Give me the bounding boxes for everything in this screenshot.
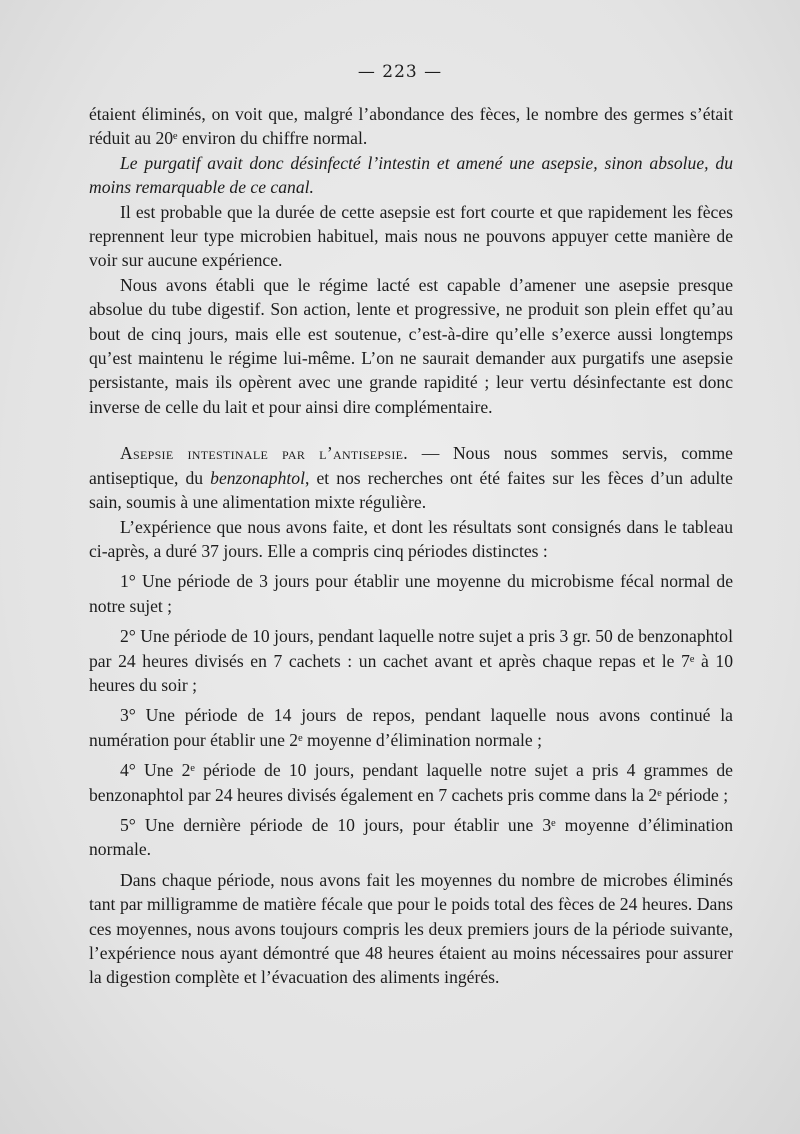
list-item-2: 2° Une période de 10 jours, pendant laquelle notre sujet a pris 3 gr. 50 de benzonaphtol par 24 heures divisés en 7 cachets : un cachet avant et après chaque repas et le 7ᵉ à 10 heures du soir ;: [89, 626, 733, 695]
list-item-4: 4° Une 2ᵉ période de 10 jours, pendant laquelle notre sujet a pris 4 grammes de benzonaphtol par 24 heures divisés également en 7 cachets pris comme dans la 2ᵉ période ;: [89, 760, 733, 805]
italic-conclusion: Le purgatif avait donc désinfecté l’intestin et amené une asepsie, sinon absolue, du moins remarquable de ce canal.: [89, 152, 733, 198]
paragraph-5-term: benzonaphtol: [210, 467, 305, 488]
body-text: [89, 102, 733, 990]
paragraph-2: [89, 151, 733, 200]
paragraph-7: Dans chaque période, nous avons fait les moyennes du nombre de microbes éliminés tant par milligramme de matière fécale que pour le poids total des fèces de 24 heures. Dans ces moyennes, nous avons toujours compris les deux premiers jours de la période suivante, l’expérience nous ayant démontré que 48 heures étaient au moins nécessaires pour assurer la digestion complète et l’évacuation des aliments ingérés.: [89, 869, 733, 988]
paragraph-5-text-a: — Nous nous sommes servis, comme antiseptique, du: [89, 443, 733, 488]
paragraph-6: L’expérience que nous avons faite, et dont les résultats sont consignés dans le tableau ci-après, a duré 37 jours. Elle a compris cinq périodes distinctes :: [89, 516, 733, 561]
paragraph-3: Il est probable que la durée de cette asepsie est fort courte et que rapidement les fèces reprennent leur type microbien habituel, mais nous ne pouvons appuyer cette manière de voir sur aucune expérience.: [89, 201, 733, 271]
list-item-5: 5° Une dernière période de 10 jours, pour établir une 3ᵉ moyenne d’élimination normale.: [89, 814, 733, 860]
paragraph-4: Nous avons établi que le régime lacté est capable d’amener une asepsie presque absolue du tube digestif. Son action, lente et progressive, ne produit son plein effet qu’au bout de cinq jours, mais elle est soutenue, c’est-à-dire qu’elle s’exerce aussi longtemps qu’est maintenu le régime lui-même. L’on ne saurait demander aux purgatifs une asepsie persistante, mais ils opèrent avec une grande rapidité ; leur vertu désinfectante est donc inverse de celle du lait et pour ainsi dire complémentaire.: [89, 274, 733, 417]
paragraph-5-text-b: , et nos recherches ont été faites sur les fèces d’un adulte sain, soumis à une alimentation mixte régulière.: [89, 467, 733, 513]
list-item-1: 1° Une période de 3 jours pour établir une moyenne du microbisme fécal normal de notre sujet ;: [89, 571, 733, 616]
section-heading: Asepsie intestinale par l’antisepsie.: [120, 443, 409, 464]
paragraph-5: [89, 441, 733, 514]
list-item-3: 3° Une période de 14 jours de repos, pendant laquelle nous avons continué la numération pour établir une 2ᵉ moyenne d’élimination normale ;: [89, 705, 733, 750]
page-number: — 223 —: [357, 62, 443, 82]
paragraph-1: étaient éliminés, on voit que, malgré l’abondance des fèces, le nombre des germes s’était réduit au 20ᵉ environ du chiffre normal.: [89, 104, 733, 149]
